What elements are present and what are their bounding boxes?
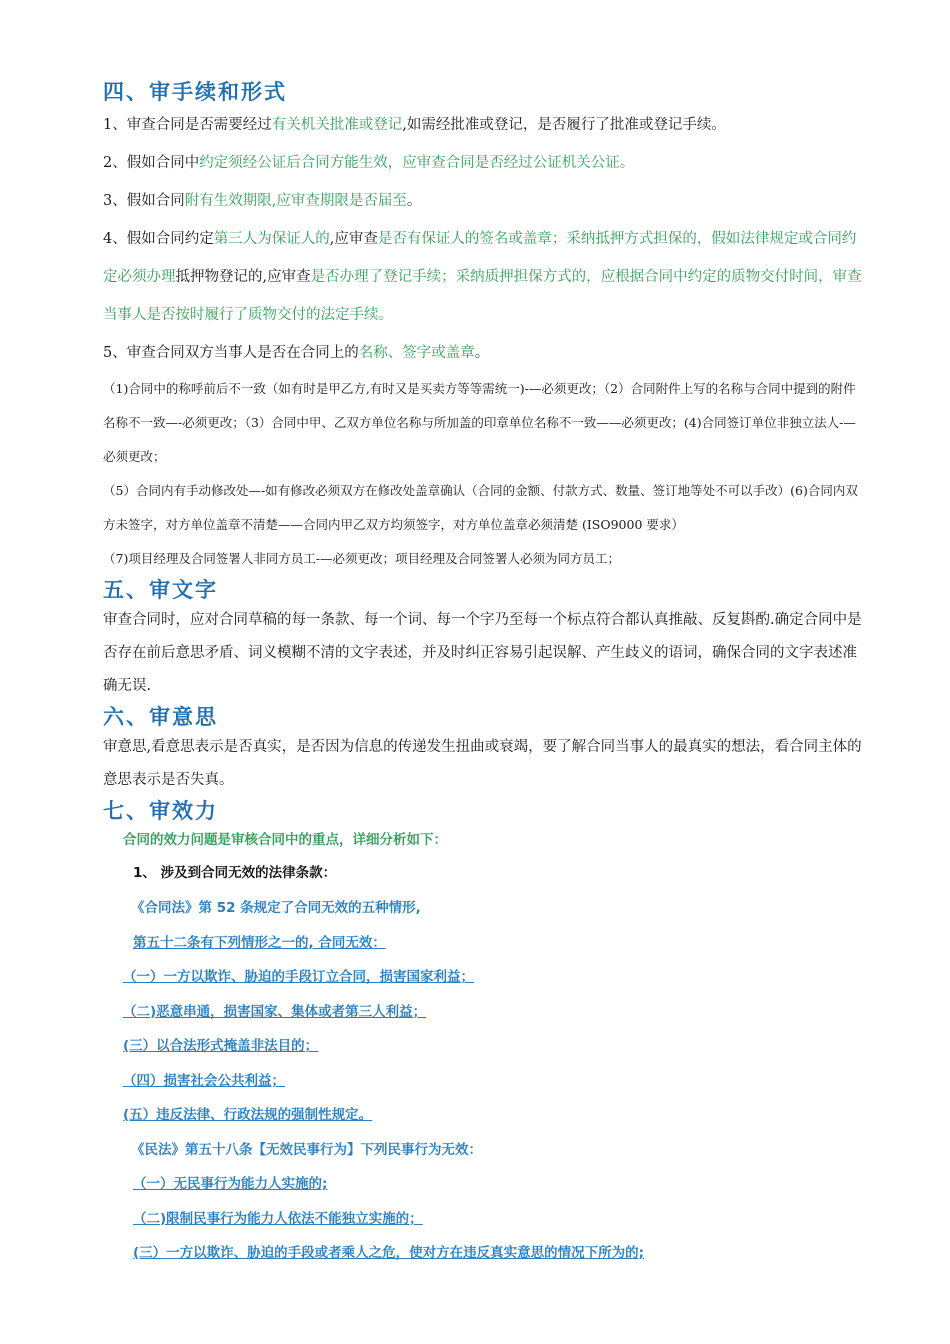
intro-line: 合同的效力问题是审核合同中的重点，详细分析如下： (123, 832, 447, 848)
highlight-text: 第三人为保证人的 (213, 231, 330, 247)
paragraph-4-2 (103, 144, 863, 182)
highlight-text: 有关机关批准或登记 (271, 117, 403, 133)
paragraph-4-4 (103, 220, 863, 334)
paragraph-4-3 (103, 182, 863, 220)
paragraph-5: 审查合同时，应对合同草稿的每一条款、每一个词、每一个字乃至每一个标点符合都认真推敲、反复斟酌.确定合同中是否存在前后意思矛盾、词义模糊不清的文字表述，并及时纠正容易引起误解、产生歧义的语词，确保合同的文字表述准确无误. (103, 612, 862, 694)
highlight-text: 附有生效期限,应审查期限是否届至 (184, 193, 407, 209)
text: （一）无民事行为能力人实施的; (133, 1176, 328, 1192)
note-paragraph: （1)合同中的称呼前后不一致（如有时是甲乙方,有时又是买卖方等等需统一)-—必须更改；（2）合同附件上写的名称与合同中提到的附件名称不一致—-必须更改；（3）合同中甲、乙双方单位名称与所加盖的印章单位名称不一致——必须更改；(4)合同签订单位非独立法人-—必须更改； (103, 381, 856, 464)
text: ,应审查 (329, 231, 378, 247)
text: (五）违反法律、行政法规的强制性规定。 (123, 1107, 373, 1123)
note-paragraph: （5）合同内有手动修改处—-如有修改必须双方在修改处盖章确认（合同的金额、付款方式、数量、签订地等处不可以手改）(6)合同内双方未签字，对方单位盖章不清楚——合同内甲乙双方均须签字，对方单位盖章必须清楚 (ISO9000 要求） (103, 483, 858, 532)
highlight-text: 是否办理了登记手续；采纳质押 (310, 269, 514, 285)
law-item (133, 1236, 863, 1271)
text: （二)限制民事行为能力人依法不能独立实施的； (133, 1210, 423, 1227)
section-heading-6: 六、审意思 (103, 705, 218, 729)
law-item (123, 995, 863, 1030)
text: （一）一方以欺诈、胁迫的手段订立合同，损害国家利益； (123, 969, 474, 985)
document-page (103, 78, 863, 1271)
text: （四）损害社会公共利益； (123, 1072, 285, 1089)
text: 。 (474, 345, 490, 361)
paragraph-4-5 (103, 334, 863, 372)
text: 4、假如合同约定 (103, 231, 214, 247)
text: 3、假如合同 (103, 193, 185, 209)
highlight-text: 是否有保证人的签名或盖章；采纳抵押方式担保的，假如法律规定或合同约定必须办理 (103, 231, 857, 285)
text: ,如需经批准或登记，是否履行了批准或登记手续。 (402, 117, 726, 133)
law-item (123, 1029, 863, 1064)
text: 抵押物登记的,应审查 (175, 269, 311, 285)
text: 2、假如合同中 (103, 155, 200, 171)
law-item (133, 1202, 863, 1237)
text: (三）以合法形式掩盖非法目的； (123, 1038, 319, 1054)
highlight-text: 担保方式的，应根据合同中约定的质物交付时间，审查当事人是否按时履行了质物交付的法定手续。 (103, 269, 862, 323)
law-item (123, 960, 863, 995)
text: 1、审查合同是否需要经过 (103, 117, 272, 133)
highlight-text: 约定须经公证后合同方能生效，应审查合同是否经过公证机关公证。 (199, 155, 635, 171)
paragraph-4-1 (103, 106, 863, 144)
highlight-text: 名称、签字或盖章 (358, 345, 475, 361)
text: 5、审查合同双方当事人是否在合同上的 (103, 345, 359, 361)
text: (三）一方以欺诈、胁迫的手段或者乘人之危，使对方在违反真实意思的情况下所为的; (133, 1245, 645, 1261)
section-heading-7: 七、审效力 (103, 799, 218, 823)
text: 第五十二条有下列情形之一的, 合同无效： (133, 934, 386, 951)
law-item (123, 1098, 863, 1133)
paragraph-6: 审意思,看意思表示是否真实，是否因为信息的传递发生扭曲或衰竭，要了解合同当事人的最真实的想法，看合同主体的意思表示是否失真。 (103, 739, 862, 788)
section-heading-4: 四、审手续和形式 (103, 80, 287, 104)
note-paragraph: （7)项目经理及合同签署人非同方员工-—必须更改；项目经理及合同签署人必须为同方员工； (103, 551, 621, 566)
section-heading-5: 五、审文字 (103, 578, 218, 602)
text: （二)恶意串通，损害国家、集体或者第三人利益； (123, 1003, 427, 1020)
law-citation: 《民法》第五十八条【无效民事行为】下列民事行为无效： (131, 1141, 482, 1158)
text: 。 (406, 193, 422, 209)
law-article-heading (133, 926, 863, 961)
law-item (133, 1167, 863, 1202)
subheading: 1、 涉及到合同无效的法律条款： (133, 865, 337, 881)
law-citation: 《合同法》第 52 条规定了合同无效的五种情形, (131, 900, 421, 916)
law-item (123, 1064, 863, 1099)
